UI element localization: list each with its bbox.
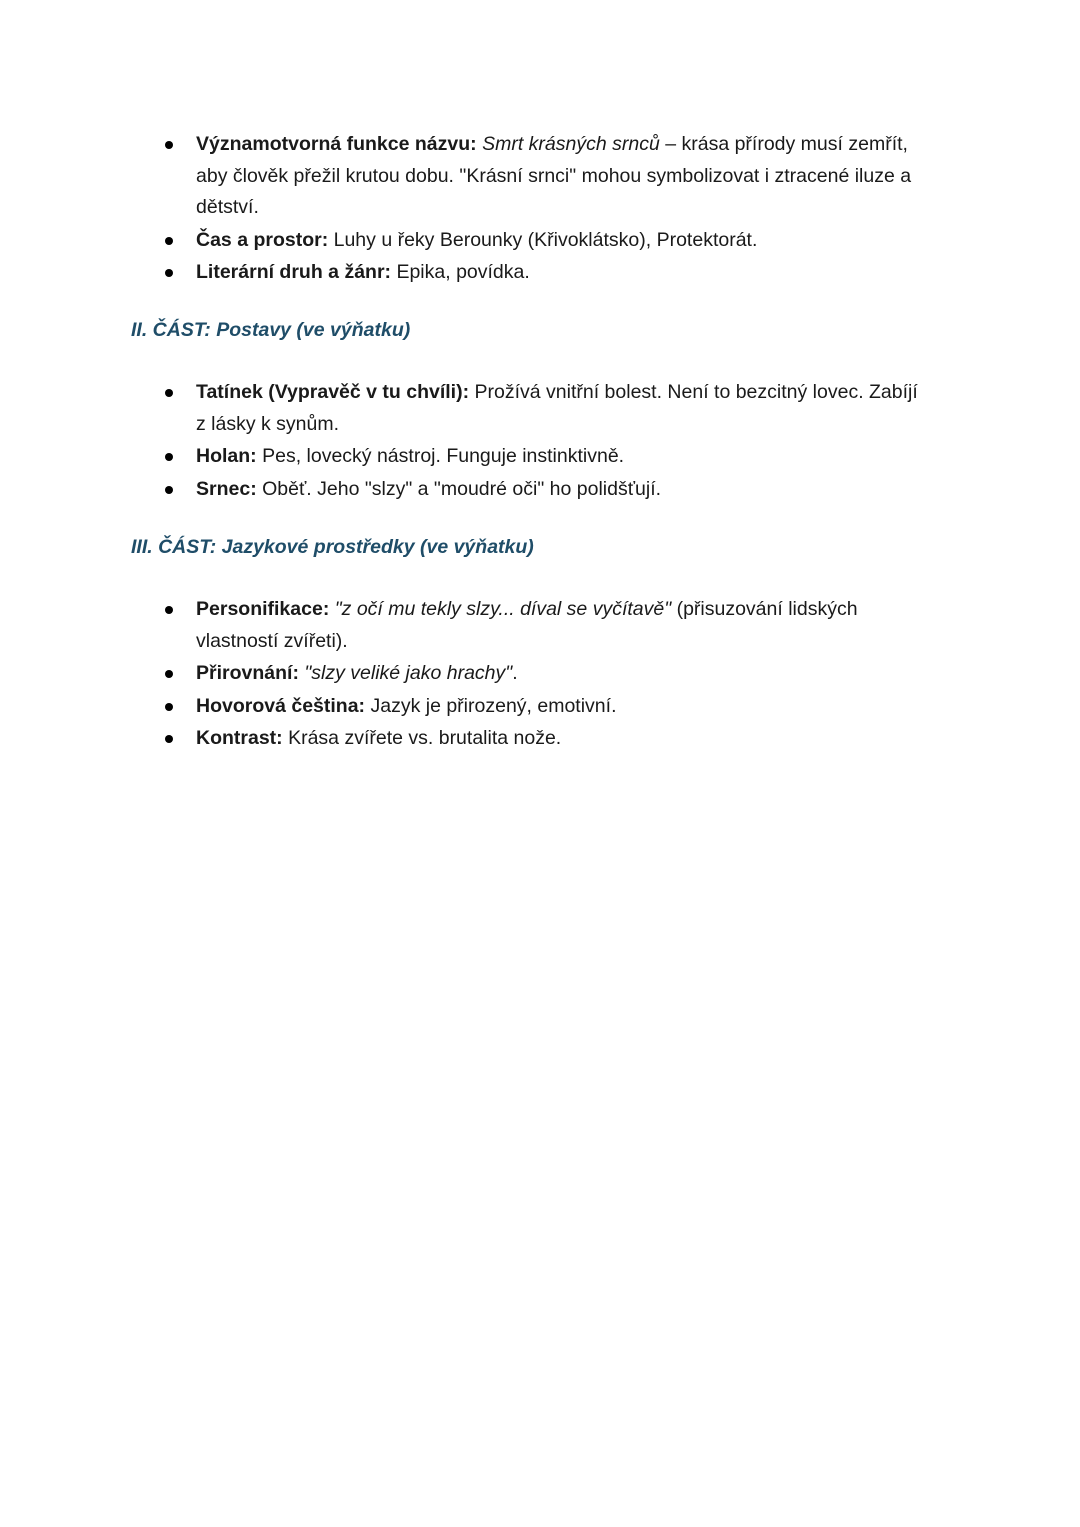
bullet-icon: [165, 269, 173, 277]
item-text: Prožívá vnitřní bolest. Není to bezcitný lovec. Zabíjí z lásky k synům.: [196, 381, 918, 435]
bullet-icon: [165, 486, 173, 494]
item-italic-text: "z očí mu tekly slzy... díval se vyčítavě": [329, 598, 672, 620]
item-label: Hovorová čeština:: [196, 694, 366, 717]
bullet-icon: [165, 389, 173, 397]
bullet-icon: [165, 606, 173, 614]
item-text: Krása zvířete vs. brutalita nože.: [282, 727, 562, 749]
bullet-icon: [165, 670, 173, 678]
item-label: Přirovnání:: [196, 662, 299, 684]
item-text: Luhy u řeky Berounky (Křivoklátsko), Protektorát.: [328, 228, 758, 251]
list-item: [160, 225, 920, 257]
item-italic-text: Smrt krásných srnců: [482, 133, 660, 155]
language-devices-bullet-list: [160, 594, 920, 756]
list-item: [160, 377, 920, 440]
list-item: [160, 658, 920, 690]
item-label: Literární druh a žánr:: [196, 261, 392, 283]
list-item: [160, 691, 920, 723]
section-heading-postavy: II. ČÁST: Postavy (ve výňatku): [131, 319, 411, 341]
bullet-icon: [165, 141, 173, 149]
bullet-icon: [165, 735, 173, 743]
item-text: Jazyk je přirozený, emotivní.: [365, 694, 617, 717]
item-text: Epika, povídka.: [391, 261, 530, 283]
section-heading-jazykove-prostredky: III. ČÁST: Jazykové prostředky (ve výňatku): [131, 536, 534, 558]
intro-bullet-list: [160, 129, 920, 290]
list-item: [160, 257, 920, 289]
bullet-icon: [165, 237, 173, 245]
list-item: [160, 594, 920, 657]
item-text: Pes, lovecký nástroj. Funguje instinktivně.: [256, 445, 625, 467]
characters-bullet-list: [160, 377, 920, 506]
item-label: Personifikace:: [196, 598, 330, 620]
bullet-icon: [165, 703, 173, 711]
list-item: [160, 441, 920, 473]
bullet-icon: [165, 453, 173, 461]
item-label: Srnec:: [196, 477, 257, 500]
item-text: – krása přírody musí zemřít, aby člověk přežil krutou dobu. "Krásní srnci" mohou symbolizovat i ztracené iluze a dětství.: [196, 133, 912, 218]
list-item: [160, 723, 920, 755]
item-label: Kontrast:: [196, 727, 283, 749]
item-text: (přisuzování lidských vlastností zvířeti).: [196, 598, 858, 652]
item-italic-text: "slzy veliké jako hrachy": [298, 662, 513, 684]
item-label: Holan:: [196, 445, 257, 467]
list-item: [160, 129, 920, 224]
item-label: Čas a prostor:: [196, 228, 329, 251]
list-item: [160, 474, 920, 506]
item-text: .: [512, 662, 518, 684]
item-label: Tatínek (Vypravěč v tu chvíli):: [196, 381, 470, 403]
item-label: Významotvorná funkce názvu:: [196, 133, 477, 155]
item-text: Oběť. Jeho "slzy" a "moudré oči" ho polidšťují.: [256, 477, 662, 500]
